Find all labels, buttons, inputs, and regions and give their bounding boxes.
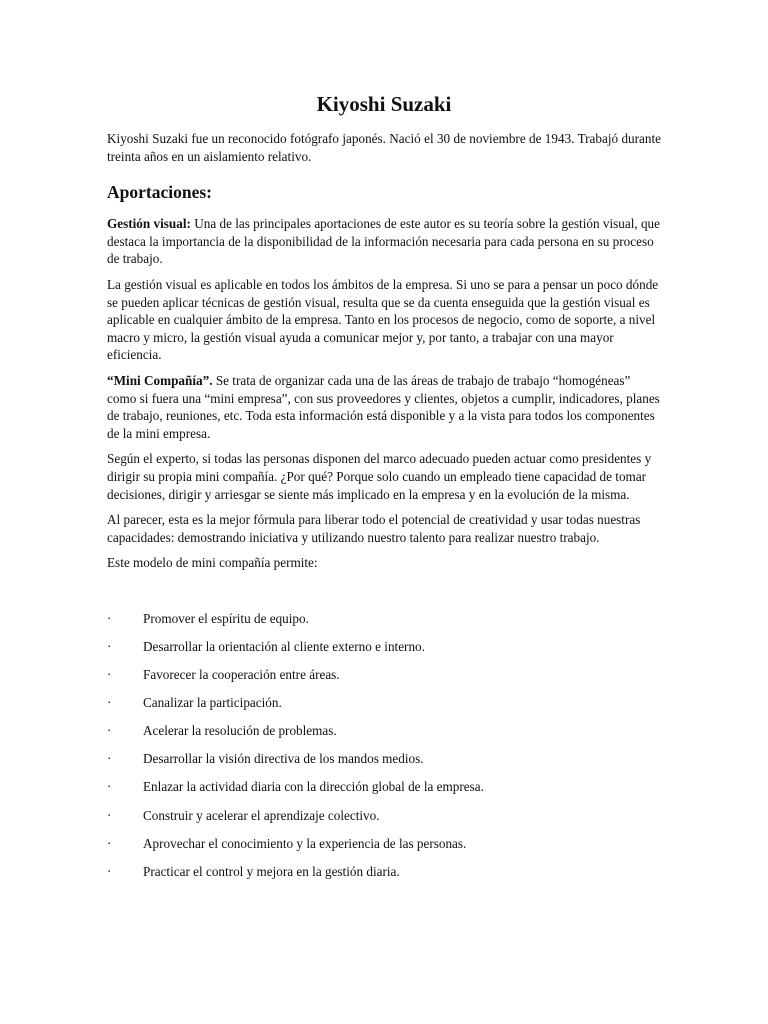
bullet-marker: · <box>107 667 112 683</box>
visual-management-paragraph <box>107 215 661 268</box>
list-item-text: Canalizar la participación. <box>143 695 282 711</box>
visual-management-lead: Gestión visual: <box>107 216 191 232</box>
list-item-text: Aprovechar el conocimiento y la experiencia de las personas. <box>143 835 467 851</box>
section-heading: Aportaciones: <box>107 182 212 203</box>
list-item <box>107 807 661 835</box>
list-item-text: Desarrollar la visión directiva de los mandos medios. <box>143 751 424 767</box>
bullet-marker: · <box>107 835 112 851</box>
list-item <box>107 666 661 694</box>
visual-management-text: Una de las principales aportaciones de este autor es su teoría sobre la gestión visual, que destaca la importancia de la disponibilidad de la información necesaria para cada persona en su proceso de trabajo. <box>107 216 661 267</box>
bullet-marker: · <box>107 807 112 823</box>
mini-company-text: Se trata de organizar cada una de las áreas de trabajo de trabajo “homogéneas” como si fuera una “mini empresa”, con sus proveedores y clientes, objetos a cumplir, indicadores, planes de trabajo, reuniones, etc. Toda esta información está disponible y a la vista para todos los componentes de la mini empresa. <box>107 372 660 441</box>
list-item-text: Enlazar la actividad diaria con la dirección global de la empresa. <box>143 779 484 795</box>
list-item <box>107 694 661 722</box>
list-item-text: Promover el espíritu de equipo. <box>143 610 309 626</box>
creativity-paragraph: Al parecer, esta es la mejor fórmula para liberar todo el potencial de creatividad y usar todas nuestras capacidades: demostrando iniciativa y utilizando nuestro talento para realizar nuestro trabajo. <box>107 512 641 545</box>
bullet-marker: · <box>107 751 112 767</box>
expert-opinion-paragraph: Según el experto, si todas las personas disponen del marco adecuado pueden actuar como presidentes y dirigir su propia mini compañía. ¿Por qué? Porque solo cuando un empleado tiene capacidad de tomar decisiones, dirigir y arriesgar se siente más implicado en la empresa y en la evolución de la misma. <box>107 451 652 502</box>
list-item <box>107 778 661 806</box>
bullet-marker: · <box>107 610 112 626</box>
bullet-marker: · <box>107 695 112 711</box>
list-item <box>107 722 661 750</box>
model-intro-paragraph: Este modelo de mini compañía permite: <box>107 555 318 571</box>
document-title: Kiyoshi Suzaki <box>316 92 452 116</box>
list-item-text: Favorecer la cooperación entre áreas. <box>143 667 340 683</box>
bullet-marker: · <box>107 638 112 654</box>
benefits-list <box>107 610 661 891</box>
bullet-marker: · <box>107 779 112 795</box>
list-item <box>107 638 661 666</box>
list-item-text: Acelerar la resolución de problemas. <box>143 723 337 739</box>
mini-company-lead: “Mini Compañía”. <box>107 372 213 388</box>
list-item <box>107 835 661 863</box>
list-item <box>107 610 661 638</box>
list-item-text: Practicar el control y mejora en la gestión diaria. <box>143 863 400 879</box>
list-item <box>107 750 661 778</box>
visual-management-detail-paragraph: La gestión visual es aplicable en todos los ámbitos de la empresa. Si uno se para a pensar un poco dónde se pueden aplicar técnicas de gestión visual, resulta que se da cuenta enseguida que la gestión visual es aplicable en cualquier ámbito de la empresa. Tanto en los procesos de negocio, como de soporte, a nivel macro y micro, la gestión visual ayuda a comunicar mejor y, por tanto, a trabajar con una mayor eficiencia. <box>107 276 659 363</box>
bullet-marker: · <box>107 723 112 739</box>
list-item <box>107 863 661 891</box>
mini-company-paragraph <box>107 372 661 442</box>
intro-paragraph: Kiyoshi Suzaki fue un reconocido fotógrafo japonés. Nació el 30 de noviembre de 1943. Trabajó durante treinta años en un aislamiento relativo. <box>107 131 661 164</box>
list-item-text: Desarrollar la orientación al cliente externo e interno. <box>143 638 425 654</box>
list-item-text: Construir y acelerar el aprendizaje colectivo. <box>143 807 380 823</box>
bullet-marker: · <box>107 863 112 879</box>
